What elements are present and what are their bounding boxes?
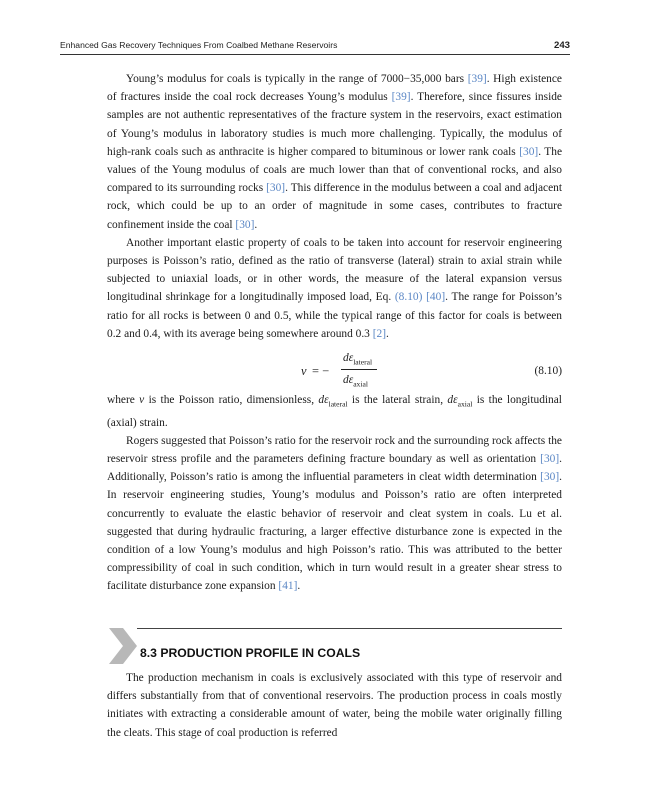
citation-link[interactable]: [30] [540, 452, 560, 465]
running-header [60, 40, 570, 54]
paragraph-poissons-ratio: Another important elastic property of coals to be taken into account for reservoir engineering purposes is Poisson’s ratio, defined as the ratio of transverse (lateral) strain to axial strain while subjected to uniaxial loads, or in other words, the measure of the lateral expansion versus longitudinal shrinkage for a longitudinally imposed load, Eq. (8.10) [40]. The range for Poisson’s ratio for all rocks is between 0 and 0.5, while the typical range of this factor for coals is between 0.2 and 0.4, with its average being somewhere around 0.3 [2]. [107, 236, 562, 340]
citation-link[interactable]: [39] [391, 91, 411, 104]
header-rule [60, 54, 570, 55]
citation-link[interactable]: [30] [540, 471, 560, 484]
paragraph-youngs-modulus: Young’s modulus for coals is typically in the range of 7000−35,000 bars [39]. High existence of fractures inside the coal rock decreases Young’s modulus [39]. Therefore, since fissures inside samples are not authentic representatives of the fracture system in the reservoirs, exact estimation of Young’s modulus in laboratory studies is much more challenging. Typically, the modulus of high-rank coals such as anthracite is higher compared to bituminous or lower rank coals [30]. The values of the Young modulus of coals are much lower than that of conventional rocks, and also compared to its surrounding rocks [30]. This difference in the modulus between a coal and adjacent rock, which could be up to an order of magnitude in some cases, contributes to fracture confinement inside the coal [30]. [107, 73, 563, 231]
equation-lhs: ν [301, 364, 307, 379]
paragraph-where: where ν is the Poisson ratio, dimensionless, $d\varepsilon_{lateral}$ is the lateral strain, $d\varepsilon_{axial}$ is the longitudinal (axial) strain. [107, 394, 562, 429]
section-heading: 8.3 PRODUCTION PROFILE IN COALS [140, 646, 361, 660]
fraction-bar [341, 369, 377, 370]
citation-link[interactable]: [2] [372, 327, 387, 340]
main-text [107, 70, 562, 596]
section-8-3 [107, 628, 562, 664]
section-text [107, 669, 562, 742]
equation-link[interactable]: (8.10) [394, 291, 423, 304]
citation-link[interactable]: [40] [426, 291, 446, 304]
citation-link[interactable]: [30] [519, 145, 539, 158]
equation-numerator: $d\varepsilon_{lateral}$ [343, 352, 373, 367]
citation-link[interactable]: [30] [235, 218, 255, 231]
equation-equals: = − [312, 364, 330, 379]
citation-link[interactable]: [30] [266, 182, 286, 195]
page-number: 243 [553, 40, 570, 51]
running-title: Enhanced Gas Recovery Techniques From Coalbed Methane Reservoirs [60, 40, 338, 50]
equation-8-10 [107, 349, 562, 391]
chevron-right-icon [107, 628, 139, 664]
equation-number: (8.10) [534, 365, 562, 378]
paragraph-production: The production mechanism in coals is exclusively associated with this type of reservoir and differs substantially from that of conventional reservoirs. The production process in coals mostly initiates with extracting a considerable amount of water, being the mobile water originally filling the cleats. This stage of coal production is referred [107, 672, 562, 739]
section-rule [137, 628, 562, 629]
paragraph-rogers: Rogers suggested that Poisson’s ratio for the reservoir rock and the surrounding rock affects the reservoir stress profile and the parameters defining fracture boundary as well as orientation [30]. Additionally, Poisson’s ratio is among the influential parameters in cleat width determination [30]. In reservoir engineering studies, Young’s modulus and Poisson’s ratio are often interpreted concurrently to evaluate the elastic behavior of reservoir and cleat system in coals. Lu et al. suggested that during hydraulic fracturing, a larger effective disturbance zone is expected in the condition of a low Young’s modulus and high Poisson’s ratio. This was attributed to the better compressibility of coal in such condition, which in turn would result in a greater shear stress to facilitate disturbance zone expansion [41]. [107, 434, 562, 593]
equation-denominator: $d\varepsilon_{axial}$ [343, 374, 368, 389]
citation-link[interactable]: [39] [467, 73, 487, 85]
citation-link[interactable]: [41] [278, 580, 298, 593]
